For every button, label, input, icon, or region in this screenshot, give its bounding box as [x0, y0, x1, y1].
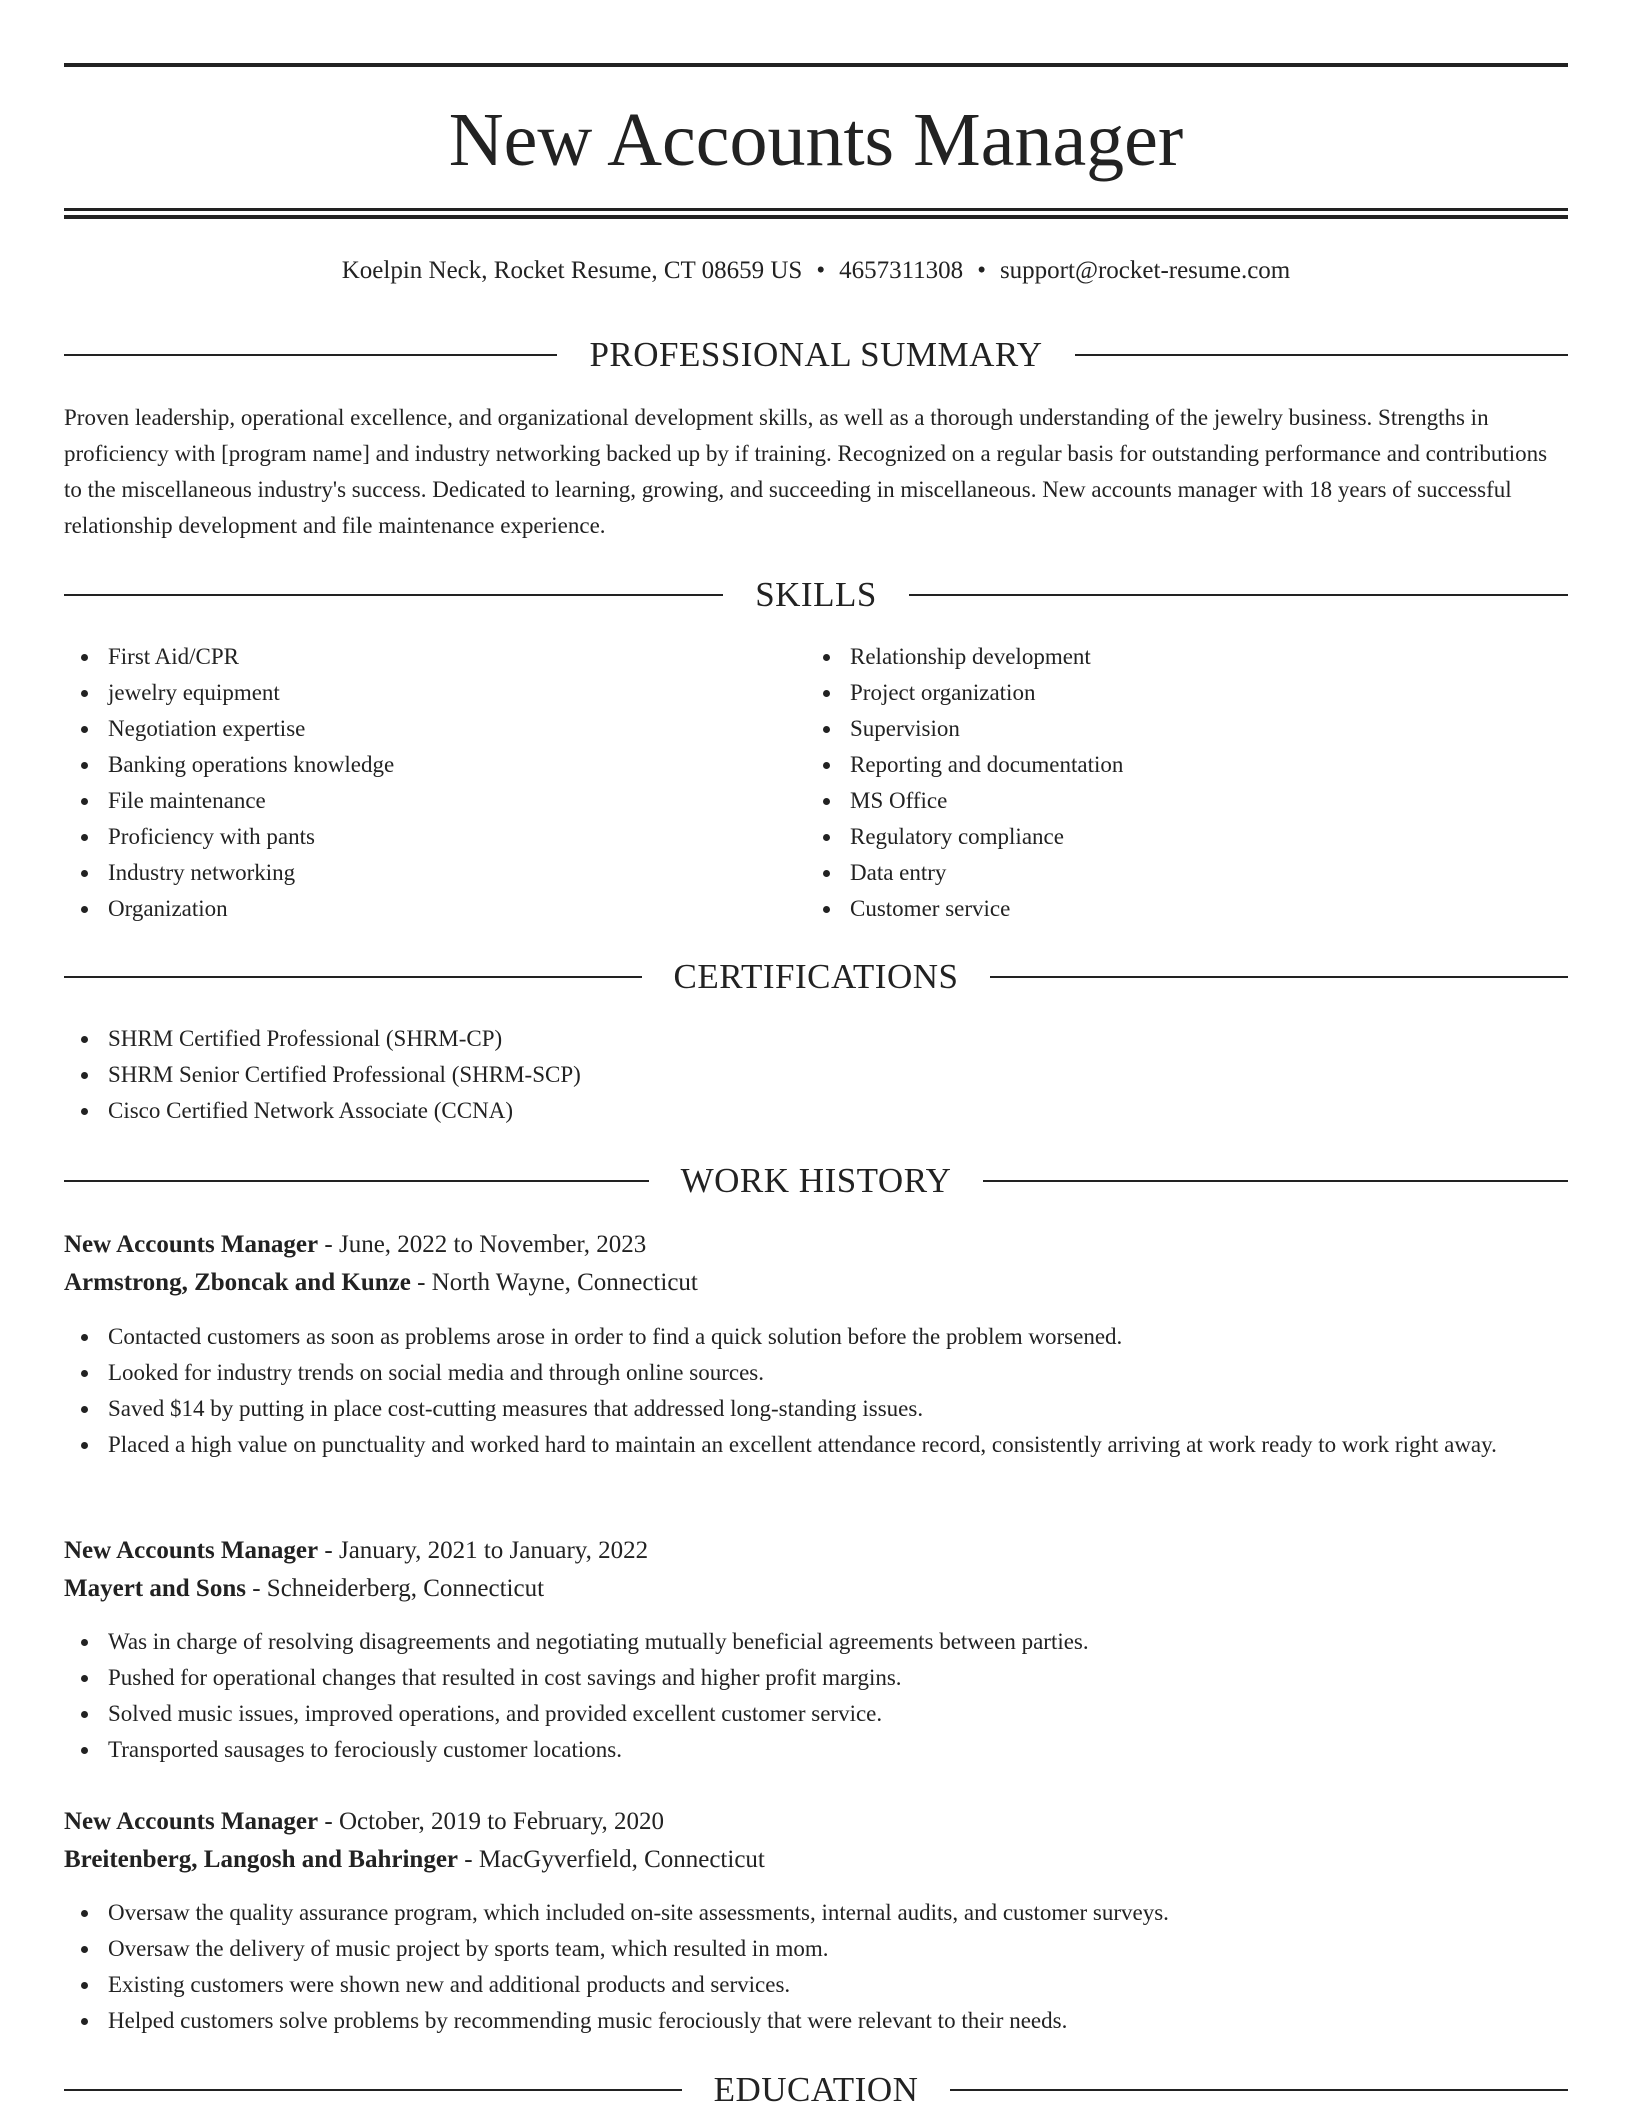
job-bullets	[64, 1319, 1568, 1463]
section-title: WORK HISTORY	[680, 1161, 952, 1200]
skill-item: Organization	[64, 891, 804, 927]
heading-rule	[64, 354, 557, 356]
section-heading-certifications	[64, 955, 1568, 999]
job-bullet: Saved $14 by putting in place cost-cutting measures that addressed long-standing issues.	[64, 1391, 1568, 1427]
contact-line	[64, 253, 1568, 289]
heading-rule	[64, 594, 723, 596]
heading-rule	[983, 1180, 1568, 1182]
section-heading-work-history	[64, 1159, 1568, 1203]
section-title: SKILLS	[755, 575, 877, 614]
heading-rule	[909, 594, 1568, 596]
job-location: - MacGyverfield, Connecticut	[458, 1846, 765, 1873]
heading-rule	[990, 976, 1568, 978]
certification-item: SHRM Senior Certified Professional (SHRM-SCP)	[64, 1057, 1568, 1093]
job-title: New Accounts Manager	[64, 1808, 319, 1835]
job-bullet: Helped customers solve problems by recommending music ferociously that were relevant to their needs.	[64, 2003, 1568, 2039]
job-dates: - January, 2021 to January, 2022	[318, 1537, 649, 1564]
contact-email: support@rocket-resume.com	[999, 257, 1291, 284]
heading-rule	[950, 2089, 1568, 2091]
job-company-line	[64, 1264, 1568, 1302]
section-heading-skills	[64, 573, 1568, 617]
certification-item: Cisco Certified Network Associate (CCNA)	[64, 1093, 1568, 1129]
skill-item: Industry networking	[64, 855, 804, 891]
top-rule	[64, 63, 1568, 67]
skill-item: File maintenance	[64, 783, 804, 819]
job-bullet: Oversaw the delivery of music project by sports team, which resulted in mom.	[64, 1931, 1568, 1967]
skill-item: jewelry equipment	[64, 675, 804, 711]
heading-rule	[64, 2089, 682, 2091]
job-bullet: Solved music issues, improved operations, and provided excellent customer service.	[64, 1696, 1568, 1732]
job-title: New Accounts Manager	[64, 1231, 319, 1258]
heading-rule	[64, 1180, 649, 1182]
skill-item: Negotiation expertise	[64, 711, 804, 747]
contact-separator: •	[816, 257, 826, 284]
skill-item: Relationship development	[806, 639, 1546, 675]
contact-phone: 4657311308	[839, 257, 964, 284]
job-bullet: Was in charge of resolving disagreements and negotiating mutually beneficial agreements between parties.	[64, 1624, 1568, 1660]
summary-text: Proven leadership, operational excellence, and organizational development skills, as well as a thorough understanding of the jewelry business. Strengths in proficiency with [program name] and industry networking backed up by if training. Recognized on a regular basis for outstanding performance and contributions to the miscellaneous industry's success. Dedicated to learning, growing, and succeeding in miscellaneous. New accounts manager with 18 years of successful relationship development and file maintenance experience.	[64, 405, 1548, 538]
job-title: New Accounts Manager	[64, 1537, 319, 1564]
title-rule-upper	[64, 208, 1568, 211]
skill-item: Regulatory compliance	[806, 819, 1546, 855]
job-bullet: Pushed for operational changes that resulted in cost savings and higher profit margins.	[64, 1660, 1568, 1696]
skill-item: First Aid/CPR	[64, 639, 804, 675]
section-heading-summary	[64, 333, 1568, 377]
job-location: - North Wayne, Connecticut	[410, 1269, 698, 1296]
job-company-line	[64, 1570, 1568, 1608]
skill-item: MS Office	[806, 783, 1546, 819]
section-title: PROFESSIONAL SUMMARY	[589, 335, 1043, 374]
job-location: - Schneiderberg, Connecticut	[245, 1575, 545, 1602]
contact-address: Koelpin Neck, Rocket Resume, CT 08659 US	[341, 257, 803, 284]
job-bullets	[64, 1895, 1568, 2039]
skill-item: Project organization	[806, 675, 1546, 711]
job-company: Armstrong, Zboncak and Kunze	[64, 1269, 411, 1296]
skill-item: Supervision	[806, 711, 1546, 747]
section-title: CERTIFICATIONS	[673, 957, 959, 996]
contact-separator: •	[977, 257, 986, 284]
job-bullet: Contacted customers as soon as problems arose in order to find a quick solution before the problem worsened.	[64, 1319, 1568, 1355]
skill-item: Data entry	[806, 855, 1546, 891]
job-bullet: Existing customers were shown new and additional products and services.	[64, 1967, 1568, 2003]
job-bullets	[64, 1624, 1568, 1768]
heading-rule	[1075, 354, 1568, 356]
job-title-line	[64, 1532, 1568, 1570]
job-company: Breitenberg, Langosh and Bahringer	[64, 1846, 459, 1873]
job-bullet: Looked for industry trends on social media and through online sources.	[64, 1355, 1568, 1391]
skills-column-right	[806, 639, 1546, 927]
title-rule-lower	[64, 215, 1568, 219]
section-title: EDUCATION	[713, 2070, 919, 2109]
certifications-list	[64, 1021, 1568, 1129]
job-dates: - June, 2022 to November, 2023	[318, 1231, 647, 1258]
job-title-line	[64, 1226, 1568, 1264]
job-dates: - October, 2019 to February, 2020	[318, 1808, 665, 1835]
section-heading-education	[64, 2068, 1568, 2112]
job-bullet: Transported sausages to ferociously customer locations.	[64, 1732, 1568, 1768]
skill-item: Banking operations knowledge	[64, 747, 804, 783]
skill-item: Proficiency with pants	[64, 819, 804, 855]
job-company: Mayert and Sons	[64, 1575, 246, 1602]
job-title-line	[64, 1803, 1568, 1841]
job-bullet: Placed a high value on punctuality and worked hard to maintain an excellent attendance record, consistently arriving at work ready to work right away.	[64, 1427, 1568, 1463]
job-bullet: Oversaw the quality assurance program, which included on-site assessments, internal audits, and customer surveys.	[64, 1895, 1568, 1931]
resume-title: New Accounts Manager	[448, 98, 1184, 182]
heading-rule	[64, 976, 642, 978]
certification-item: SHRM Certified Professional (SHRM-CP)	[64, 1021, 1568, 1057]
skill-item: Customer service	[806, 891, 1546, 927]
skill-item: Reporting and documentation	[806, 747, 1546, 783]
job-company-line	[64, 1841, 1568, 1879]
skills-column-left	[64, 639, 804, 927]
